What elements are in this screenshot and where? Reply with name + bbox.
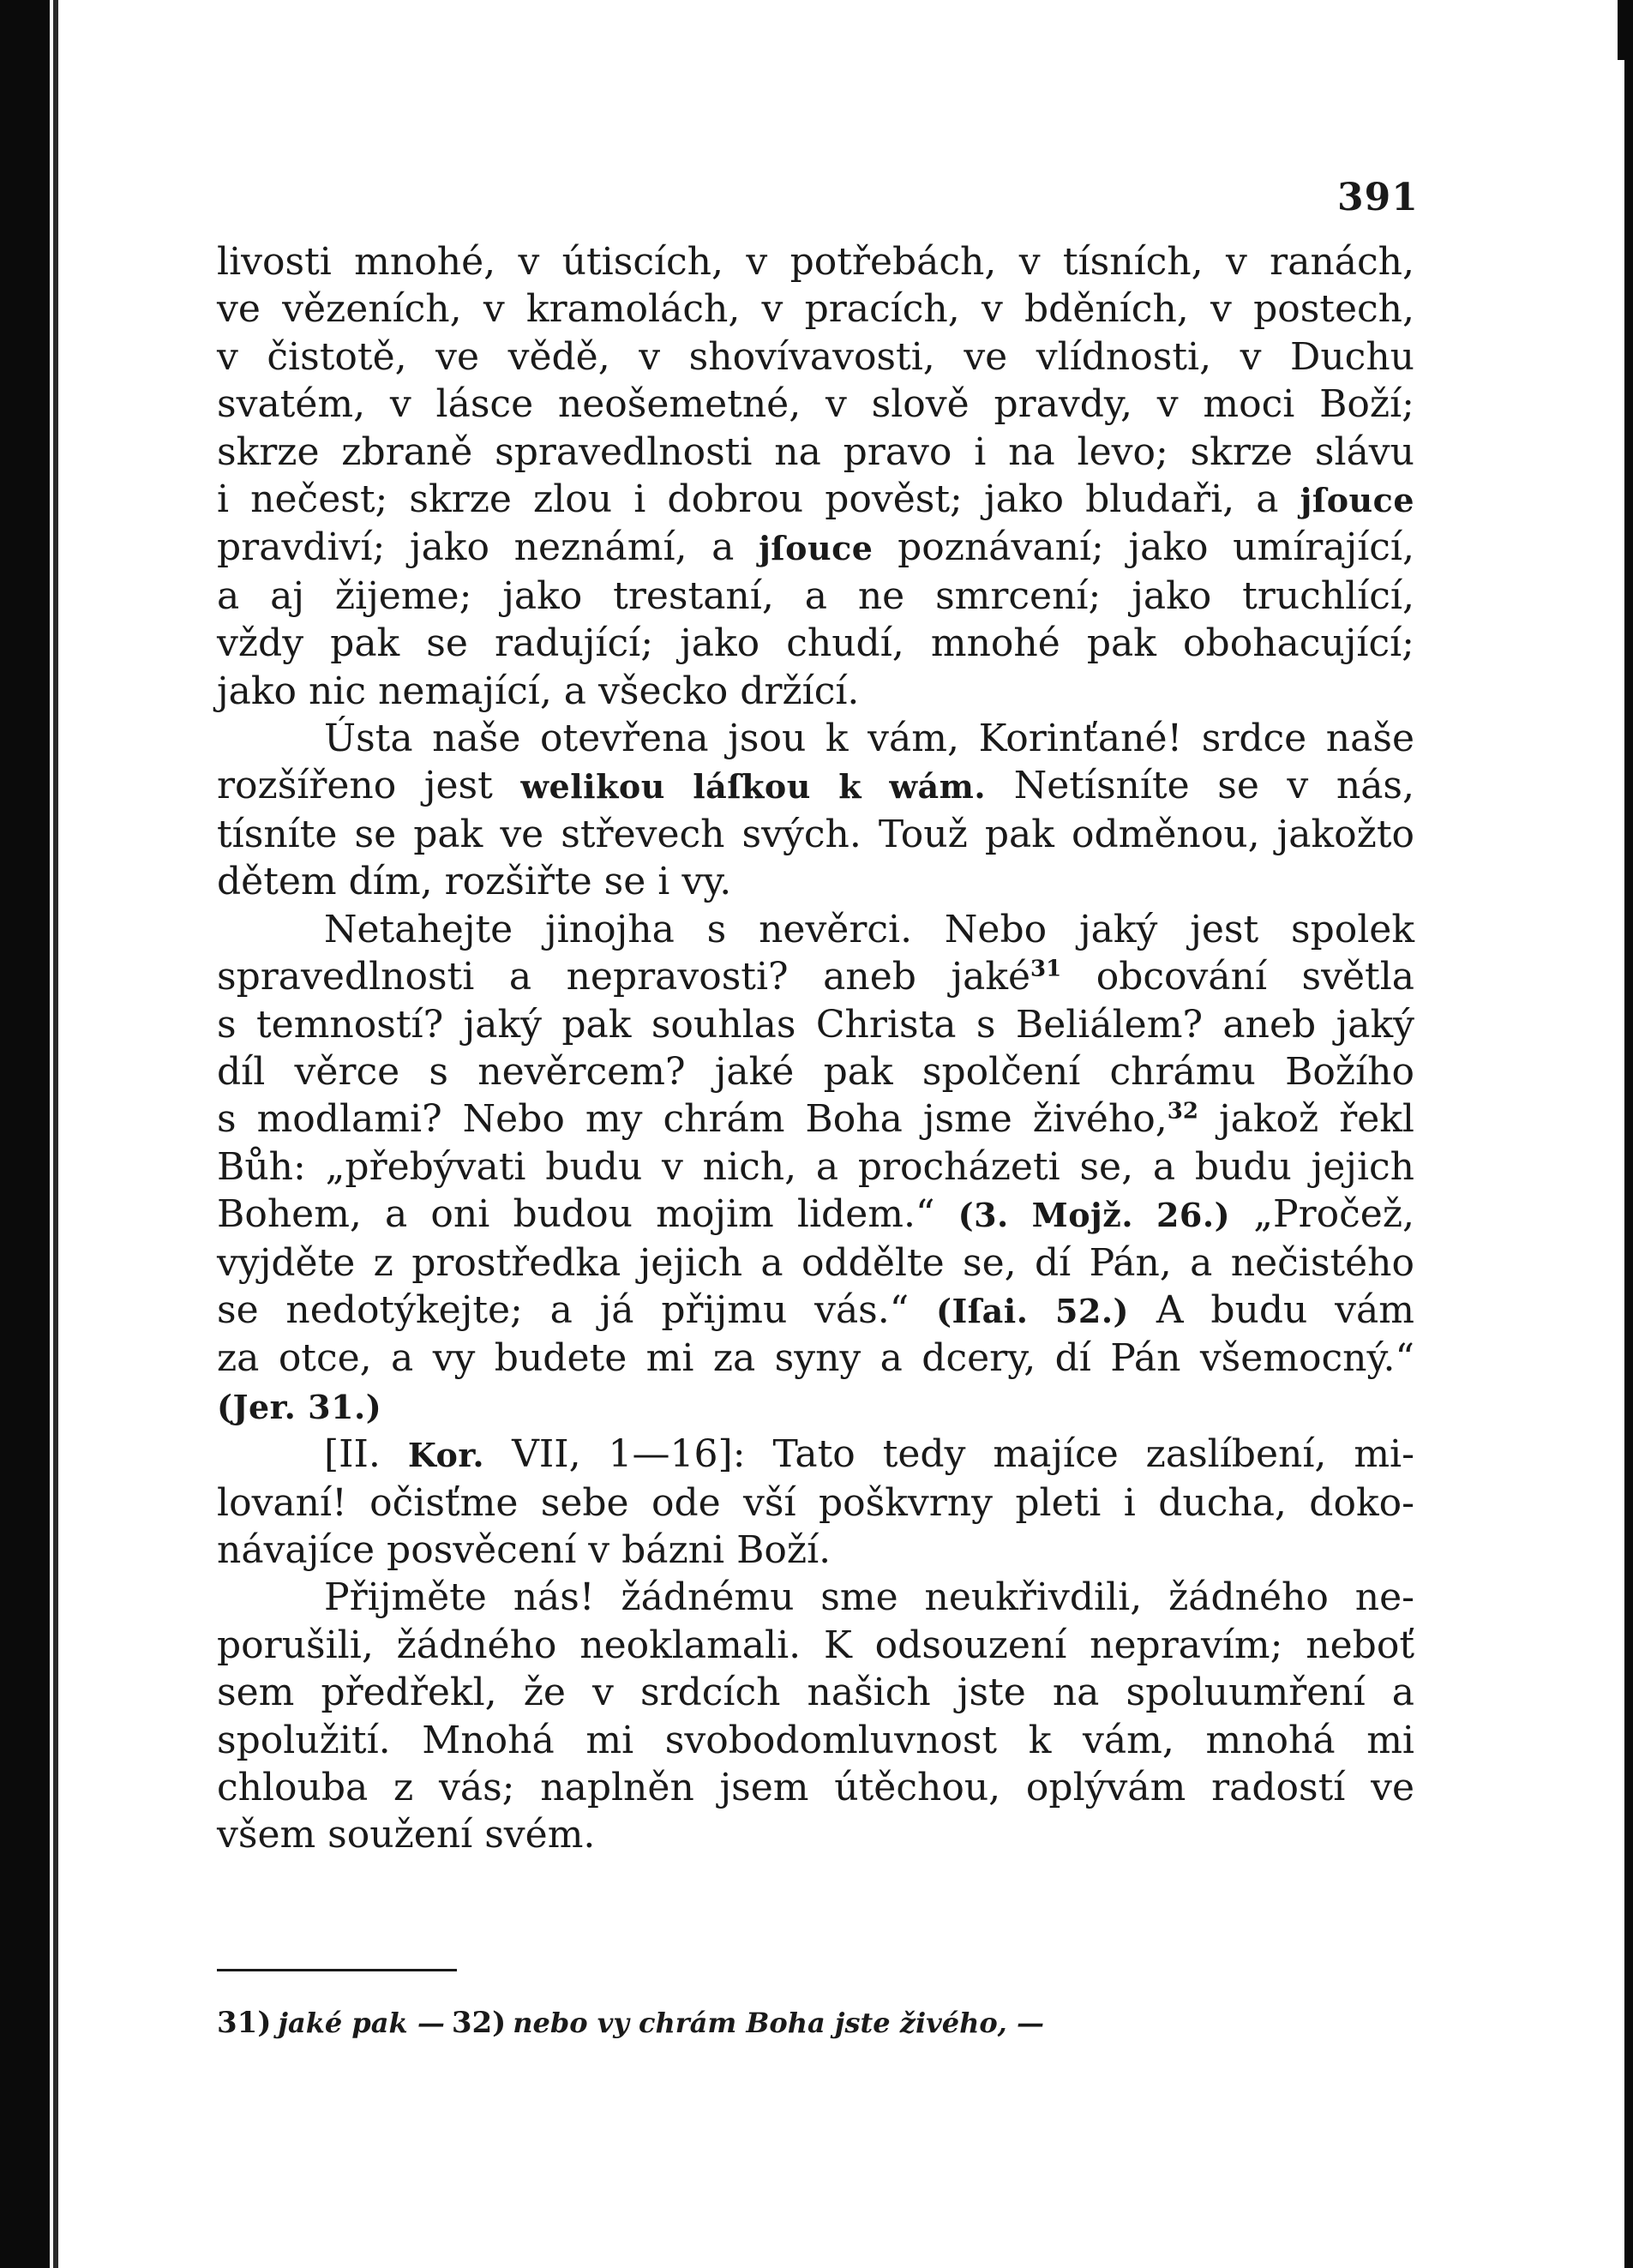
text-line: Ústa naše otevřena jsou k vám, Korinťané! srdce naše xyxy=(324,717,1414,761)
paragraph xyxy=(217,1431,1414,1574)
text-line: Bůh: „přebývati budu v nich, a procházeti se, a budu jejich xyxy=(217,1144,1414,1189)
text-line: spolužití. Mnohá mi svobodomluvnost k vám, mnohá mi xyxy=(217,1718,1414,1762)
text-line: návajíce posvěcení v bázni Boží. xyxy=(217,1527,832,1572)
text-line: porušili, žádného neoklamali. K odsouzení nepravím; neboť xyxy=(217,1623,1414,1667)
text-line: spravedlnosti a nepravosti? aneb jaké$^{31}$ obcování světla xyxy=(217,955,1414,999)
scan-border-right xyxy=(1624,0,1633,2268)
text-line: všem soužení svém. xyxy=(217,1813,596,1857)
footnote-number: 31) xyxy=(217,2006,272,2040)
text-line: dětem dím, rozšiřte se i vy. xyxy=(217,860,732,904)
paragraph xyxy=(217,1574,1414,1858)
text-line: Přijměte nás! žádnému sme neukřivdili, žádného ne- xyxy=(324,1575,1414,1620)
text-line: a aj žijeme; jako trestaní, a ne smrcení; jako truchlící, xyxy=(217,573,1414,618)
text-line: sem předřekl, že v srdcích našich jste na spoluumření a xyxy=(217,1671,1414,1715)
text-line: tísníte se pak ve střevech svých. Touž pak odměnou, jakožto xyxy=(217,812,1414,856)
text-line: za otce, a vy budete mi za syny a dcery, dí Pán všemocný.“ xyxy=(217,1336,1414,1381)
body-text xyxy=(217,238,1414,1859)
footnote-number: 32) xyxy=(451,2006,507,2040)
scan-corner xyxy=(1618,0,1633,60)
text-line: i nečest; skrze zlou i dobrou pověst; jako bludaři, a jſouce xyxy=(217,477,1414,522)
text-line: s temností? jaký pak souhlas Christa s Beliálem? aneb jaký xyxy=(217,1002,1414,1047)
scan-border-line xyxy=(53,0,58,2268)
text-line: Bohem, a oni budou mojim lidem.“ (3. Mojž. 26.) „Pročež, xyxy=(217,1192,1414,1237)
blackletter-text: (Iſai. 52.) xyxy=(936,1291,1130,1330)
page-number: 391 xyxy=(1337,176,1419,219)
text-line: s modlami? Nebo my chrám Boha jsme živého,$^{32}$ jakož řekl xyxy=(217,1097,1414,1142)
text-line: skrze zbraně spravedlnosti na pravo i na levo; skrze slávu xyxy=(217,429,1414,474)
blackletter-text: welikou láſkou k wám. xyxy=(520,767,987,807)
footnote-rule xyxy=(217,1969,457,1971)
text-line: [II. Kor. VII, 1—16]: Tato tedy majíce zaslíbení, mi- xyxy=(324,1432,1414,1477)
text-line: v čistotě, ve vědě, v shovívavosti, ve vlídnosti, v Duchu xyxy=(217,334,1414,379)
blackletter-text: (3. Mojž. 26.) xyxy=(958,1196,1231,1235)
footnote-ref: 32 xyxy=(1167,1098,1198,1125)
footnote-text: nebo vy chrám Boha jste živého, — xyxy=(513,2007,1044,2039)
paragraph xyxy=(217,715,1414,906)
blackletter-text: Kor. xyxy=(407,1436,485,1475)
text-line: svatém, v lásce neošemetné, v slově pravdy, v moci Boží; xyxy=(217,382,1414,427)
blackletter-text: jſouce xyxy=(759,529,874,568)
text-line: se nedotýkejte; a já přijmu vás.“ (Iſai. 52.) A budu vám xyxy=(217,1287,1414,1332)
paragraph xyxy=(217,906,1414,1431)
text-line: rozšířeno jest welikou láſkou k wám. Netísníte se v nás, xyxy=(217,764,1414,808)
footnote-text: jaké pak — xyxy=(278,2007,445,2039)
text-line: vyjděte z prostředka jejich a oddělte se, dí Pán, a nečistého xyxy=(217,1240,1414,1285)
text-line: lovaní! očisťme sebe ode vší poškvrny pleti i ducha, doko- xyxy=(217,1480,1414,1525)
blackletter-text: (Jer. 31.) xyxy=(217,1387,382,1426)
footnote-ref: 31 xyxy=(1030,956,1062,982)
paragraph xyxy=(217,238,1414,715)
blackletter-text: jſouce xyxy=(1300,481,1414,520)
scan-border-left xyxy=(0,0,50,2268)
text-line: chlouba z vás; naplněn jsem útěchou, oplývám radostí ve xyxy=(217,1766,1414,1809)
text-line: ve vězeních, v kramolách, v pracích, v bděních, v postech, xyxy=(217,287,1414,332)
text-line xyxy=(217,1383,1414,1431)
text-line: Netahejte jinojha s nevěrci. Nebo jaký jest spolek xyxy=(324,907,1414,951)
footnotes xyxy=(217,2001,1414,2044)
text-line: vždy pak se radující; jako chudí, mnohé pak obohacující; xyxy=(217,621,1414,666)
text-line: díl věrce s nevěrcem? jaké pak spolčení chrámu Božího xyxy=(217,1049,1414,1094)
text-line: jako nic nemající, a všecko držící. xyxy=(217,669,860,713)
text-line: livosti mnohé, v útiscích, v potřebách, v tísních, v ranách, xyxy=(217,240,1414,284)
text-line: pravdiví; jako neznámí, a jſouce poznávaní; jako umírající, xyxy=(217,525,1414,570)
